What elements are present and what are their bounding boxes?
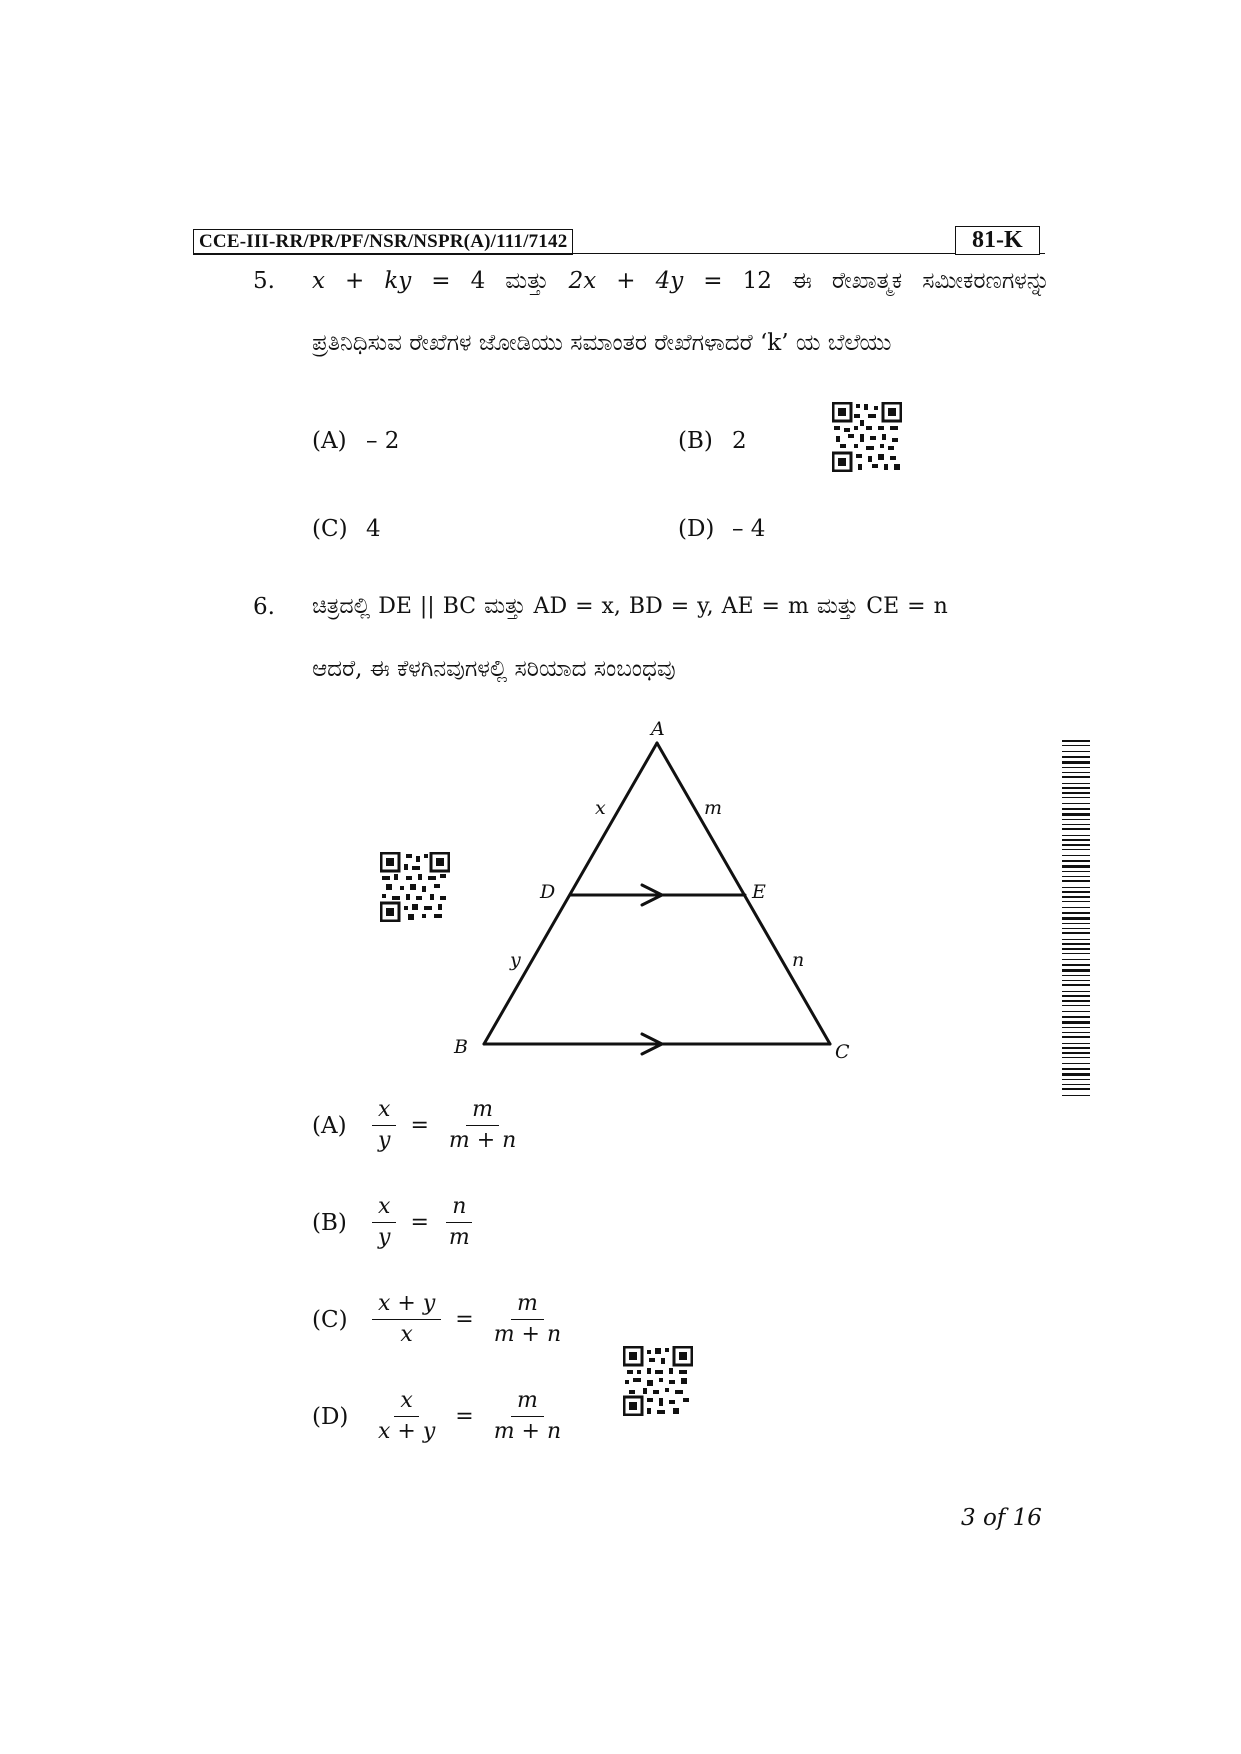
equals-sign: = [410, 1210, 429, 1235]
option-value: 2 [732, 428, 747, 454]
option-value: – 2 [366, 428, 400, 454]
q5-token: 4 [470, 268, 486, 294]
q5-token: ರೇಖಾತ್ಮಕ [831, 268, 903, 294]
equals-sign: = [410, 1113, 429, 1138]
q5-option-d [678, 516, 765, 542]
numerator: m [511, 1291, 544, 1320]
option-label: (A) [312, 428, 347, 454]
paper-code: 81-K [955, 226, 1040, 255]
denominator: m + n [493, 1419, 562, 1444]
qr-code-icon [623, 1346, 693, 1416]
q5-token: = [431, 268, 451, 294]
denominator: x + y [378, 1419, 436, 1444]
label-b: B [454, 1036, 468, 1058]
equals-sign: = [455, 1404, 474, 1429]
numerator: x + y [372, 1291, 441, 1320]
option-label: (B) [312, 1209, 347, 1236]
q5-token: ಮತ್ತು [505, 268, 549, 294]
triangle-figure [440, 715, 870, 1070]
q5-option-b [678, 428, 747, 454]
label-y: y [510, 949, 521, 971]
label-e: E [752, 881, 766, 903]
q5-token: 12 [742, 268, 772, 294]
q5-token: 4y [655, 268, 684, 294]
denominator: y [378, 1128, 391, 1153]
question-6-line-1: ಚಿತ್ರದಲ್ಲಿ DE || BC ಮತ್ತು AD = x, BD = y, AE = m ಮತ್ತು CE = n [312, 594, 948, 619]
numerator: m [511, 1388, 544, 1417]
rhs-fraction [488, 1291, 567, 1348]
lhs-fraction [372, 1388, 441, 1445]
q5-token: + [345, 268, 365, 294]
option-label: (C) [312, 516, 348, 542]
numerator: x [394, 1388, 418, 1417]
lhs-fraction [372, 1291, 441, 1348]
equals-sign: = [455, 1307, 474, 1332]
label-c: C [835, 1041, 850, 1063]
numerator: m [466, 1097, 499, 1126]
option-label: (A) [312, 1112, 347, 1139]
option-label: (B) [678, 428, 713, 454]
question-5-line-1 [312, 268, 1050, 294]
header-rule [193, 253, 1045, 254]
denominator: m + n [448, 1128, 517, 1153]
question-5-number: 5. [253, 268, 275, 294]
question-5-line-2: ಪ್ರತಿನಿಧಿಸುವ ರೇಖೆಗಳ ಜೋಡಿಯು ಸಮಾಂತರ ರೇಖೆಗಳಾದರೆ ‘k’ ಯ ಬೆಲೆಯು [312, 330, 892, 356]
rhs-fraction [443, 1097, 522, 1154]
q6-option-a [312, 1097, 522, 1154]
exam-code: CCE-III-RR/PR/PF/NSR/NSPR(A)/111/7142 [193, 229, 573, 255]
q5-token: ky [384, 268, 412, 294]
qr-code-icon [380, 852, 450, 922]
q6-option-d [312, 1388, 567, 1445]
lhs-fraction [372, 1097, 396, 1154]
q5-token: x [312, 268, 325, 294]
numerator: x [372, 1194, 396, 1223]
option-value: – 4 [732, 516, 766, 542]
option-label: (D) [312, 1403, 349, 1430]
q5-token: 2x [568, 268, 597, 294]
qr-code-icon [832, 402, 902, 472]
q5-option-c [312, 516, 381, 542]
lhs-fraction [372, 1194, 396, 1251]
numerator: n [446, 1194, 472, 1223]
q5-option-a [312, 428, 399, 454]
q5-token: ಸಮೀಕರಣಗಳನ್ನು [922, 268, 1050, 294]
barcode-icon [1062, 740, 1092, 1100]
option-label: (D) [678, 516, 715, 542]
denominator: m + n [493, 1322, 562, 1347]
option-value: 4 [366, 516, 381, 542]
q5-token: + [616, 268, 636, 294]
rhs-fraction [488, 1388, 567, 1445]
page-number: 3 of 16 [961, 1505, 1042, 1531]
denominator: y [378, 1225, 391, 1250]
label-x: x [595, 797, 606, 819]
label-d: D [540, 881, 556, 903]
label-n: n [792, 949, 805, 971]
question-6-number: 6. [253, 594, 275, 620]
label-m: m [704, 797, 723, 819]
numerator: x [372, 1097, 396, 1126]
q5-token: ಈ [791, 268, 812, 294]
q6-option-c [312, 1291, 567, 1348]
rhs-fraction [443, 1194, 476, 1251]
option-label: (C) [312, 1306, 348, 1333]
label-a: A [651, 718, 665, 740]
denominator: x [400, 1322, 413, 1347]
denominator: m [448, 1225, 470, 1250]
q5-token: = [703, 268, 723, 294]
question-6-line-2: ಆದರೆ, ಈ ಕೆಳಗಿನವುಗಳಲ್ಲಿ ಸರಿಯಾದ ಸಂಬಂಧವು [312, 656, 676, 682]
q6-option-b [312, 1194, 476, 1251]
